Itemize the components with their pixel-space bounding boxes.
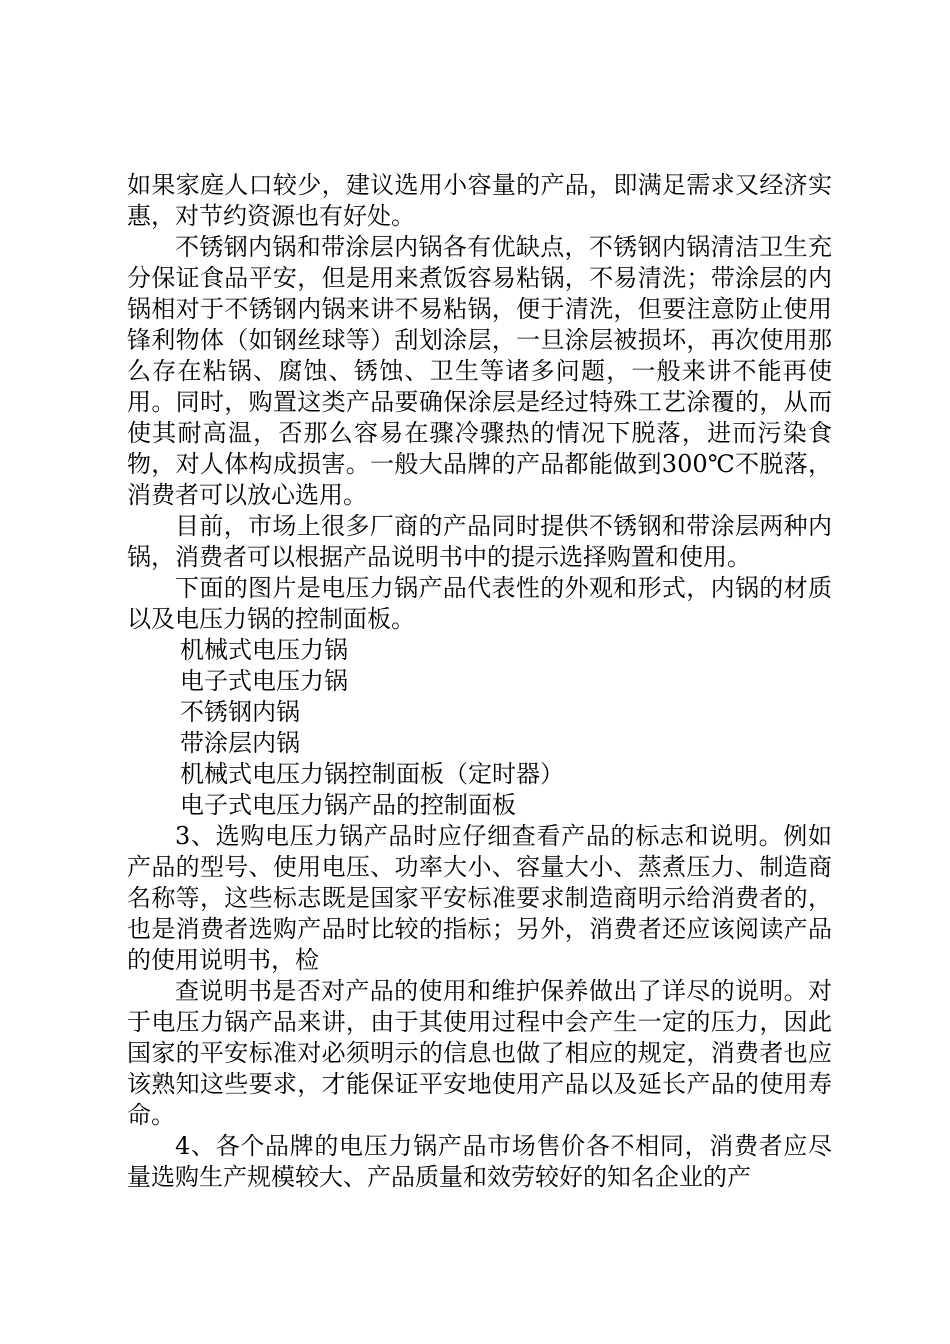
caption-stainless-pot: 不锈钢内锅	[180, 698, 300, 726]
paragraph-check-labels: 3、选购电压力锅产品时应仔细查看产品的标志和说明。例如产品的型号、使用电压、功率大小、容量大小、蒸煮压力、制造商名称等，这些标志既是国家平安标准要求制造商明示给消费者的，也是消费者选购产品时比较的指标；另外，消费者还应该阅读产品的使用说明书，检	[127, 822, 832, 974]
caption-electronic-panel: 电子式电压力锅产品的控制面板	[180, 791, 516, 819]
paragraph-household-size: 如果家庭人口较少，建议选用小容量的产品，即满足需求又经济实惠，对节约资源也有好处。	[127, 171, 832, 230]
caption-mechanical-cooker: 机械式电压力锅	[180, 636, 348, 664]
paragraph-price-brands: 4、各个品牌的电压力锅产品市场售价各不相同，消费者应尽量选购生产规模较大、产品质量和效劳较好的知名企业的产	[127, 1132, 832, 1191]
paragraph-market-options: 目前，市场上很多厂商的产品同时提供不锈钢和带涂层两种内锅，消费者可以根据产品说明书中的提示选择购置和使用。	[127, 512, 832, 571]
caption-mechanical-panel: 机械式电压力锅控制面板（定时器）	[180, 760, 564, 788]
document-body	[127, 170, 832, 1193]
caption-coated-pot: 带涂层内锅	[180, 729, 300, 757]
caption-electronic-cooker: 电子式电压力锅	[180, 667, 348, 695]
paragraph-check-manual: 查说明书是否对产品的使用和维护保养做出了详尽的说明。对于电压力锅产品来讲，由于其使用过程中会产生一定的压力，因此国家的平安标准对必须明示的信息也做了相应的规定，消费者也应该熟知这些要求，才能保证平安地使用产品以及延长产品的使用寿命。	[127, 977, 832, 1129]
paragraph-inner-pot-comparison: 不锈钢内锅和带涂层内锅各有优缺点，不锈钢内锅清洁卫生充分保证食品平安，但是用来煮饭容易粘锅，不易清洗；带涂层的内锅相对于不锈钢内锅来讲不易粘锅，便于清洗，但要注意防止使用锋利物体（如钢丝球等）刮划涂层，一旦涂层被损坏，再次使用那么存在粘锅、腐蚀、锈蚀、卫生等诸多问题，一般来讲不能再使用。同时，购置这类产品要确保涂层是经过特殊工艺涂覆的，从而使其耐高温，否那么容易在骤冷骤热的情况下脱落，进而污染食物，对人体构成损害。一般大品牌的产品都能做到300℃不脱落，消费者可以放心选用。	[127, 233, 832, 509]
paragraph-images-intro: 下面的图片是电压力锅产品代表性的外观和形式，内锅的材质以及电压力锅的控制面板。	[127, 574, 832, 633]
